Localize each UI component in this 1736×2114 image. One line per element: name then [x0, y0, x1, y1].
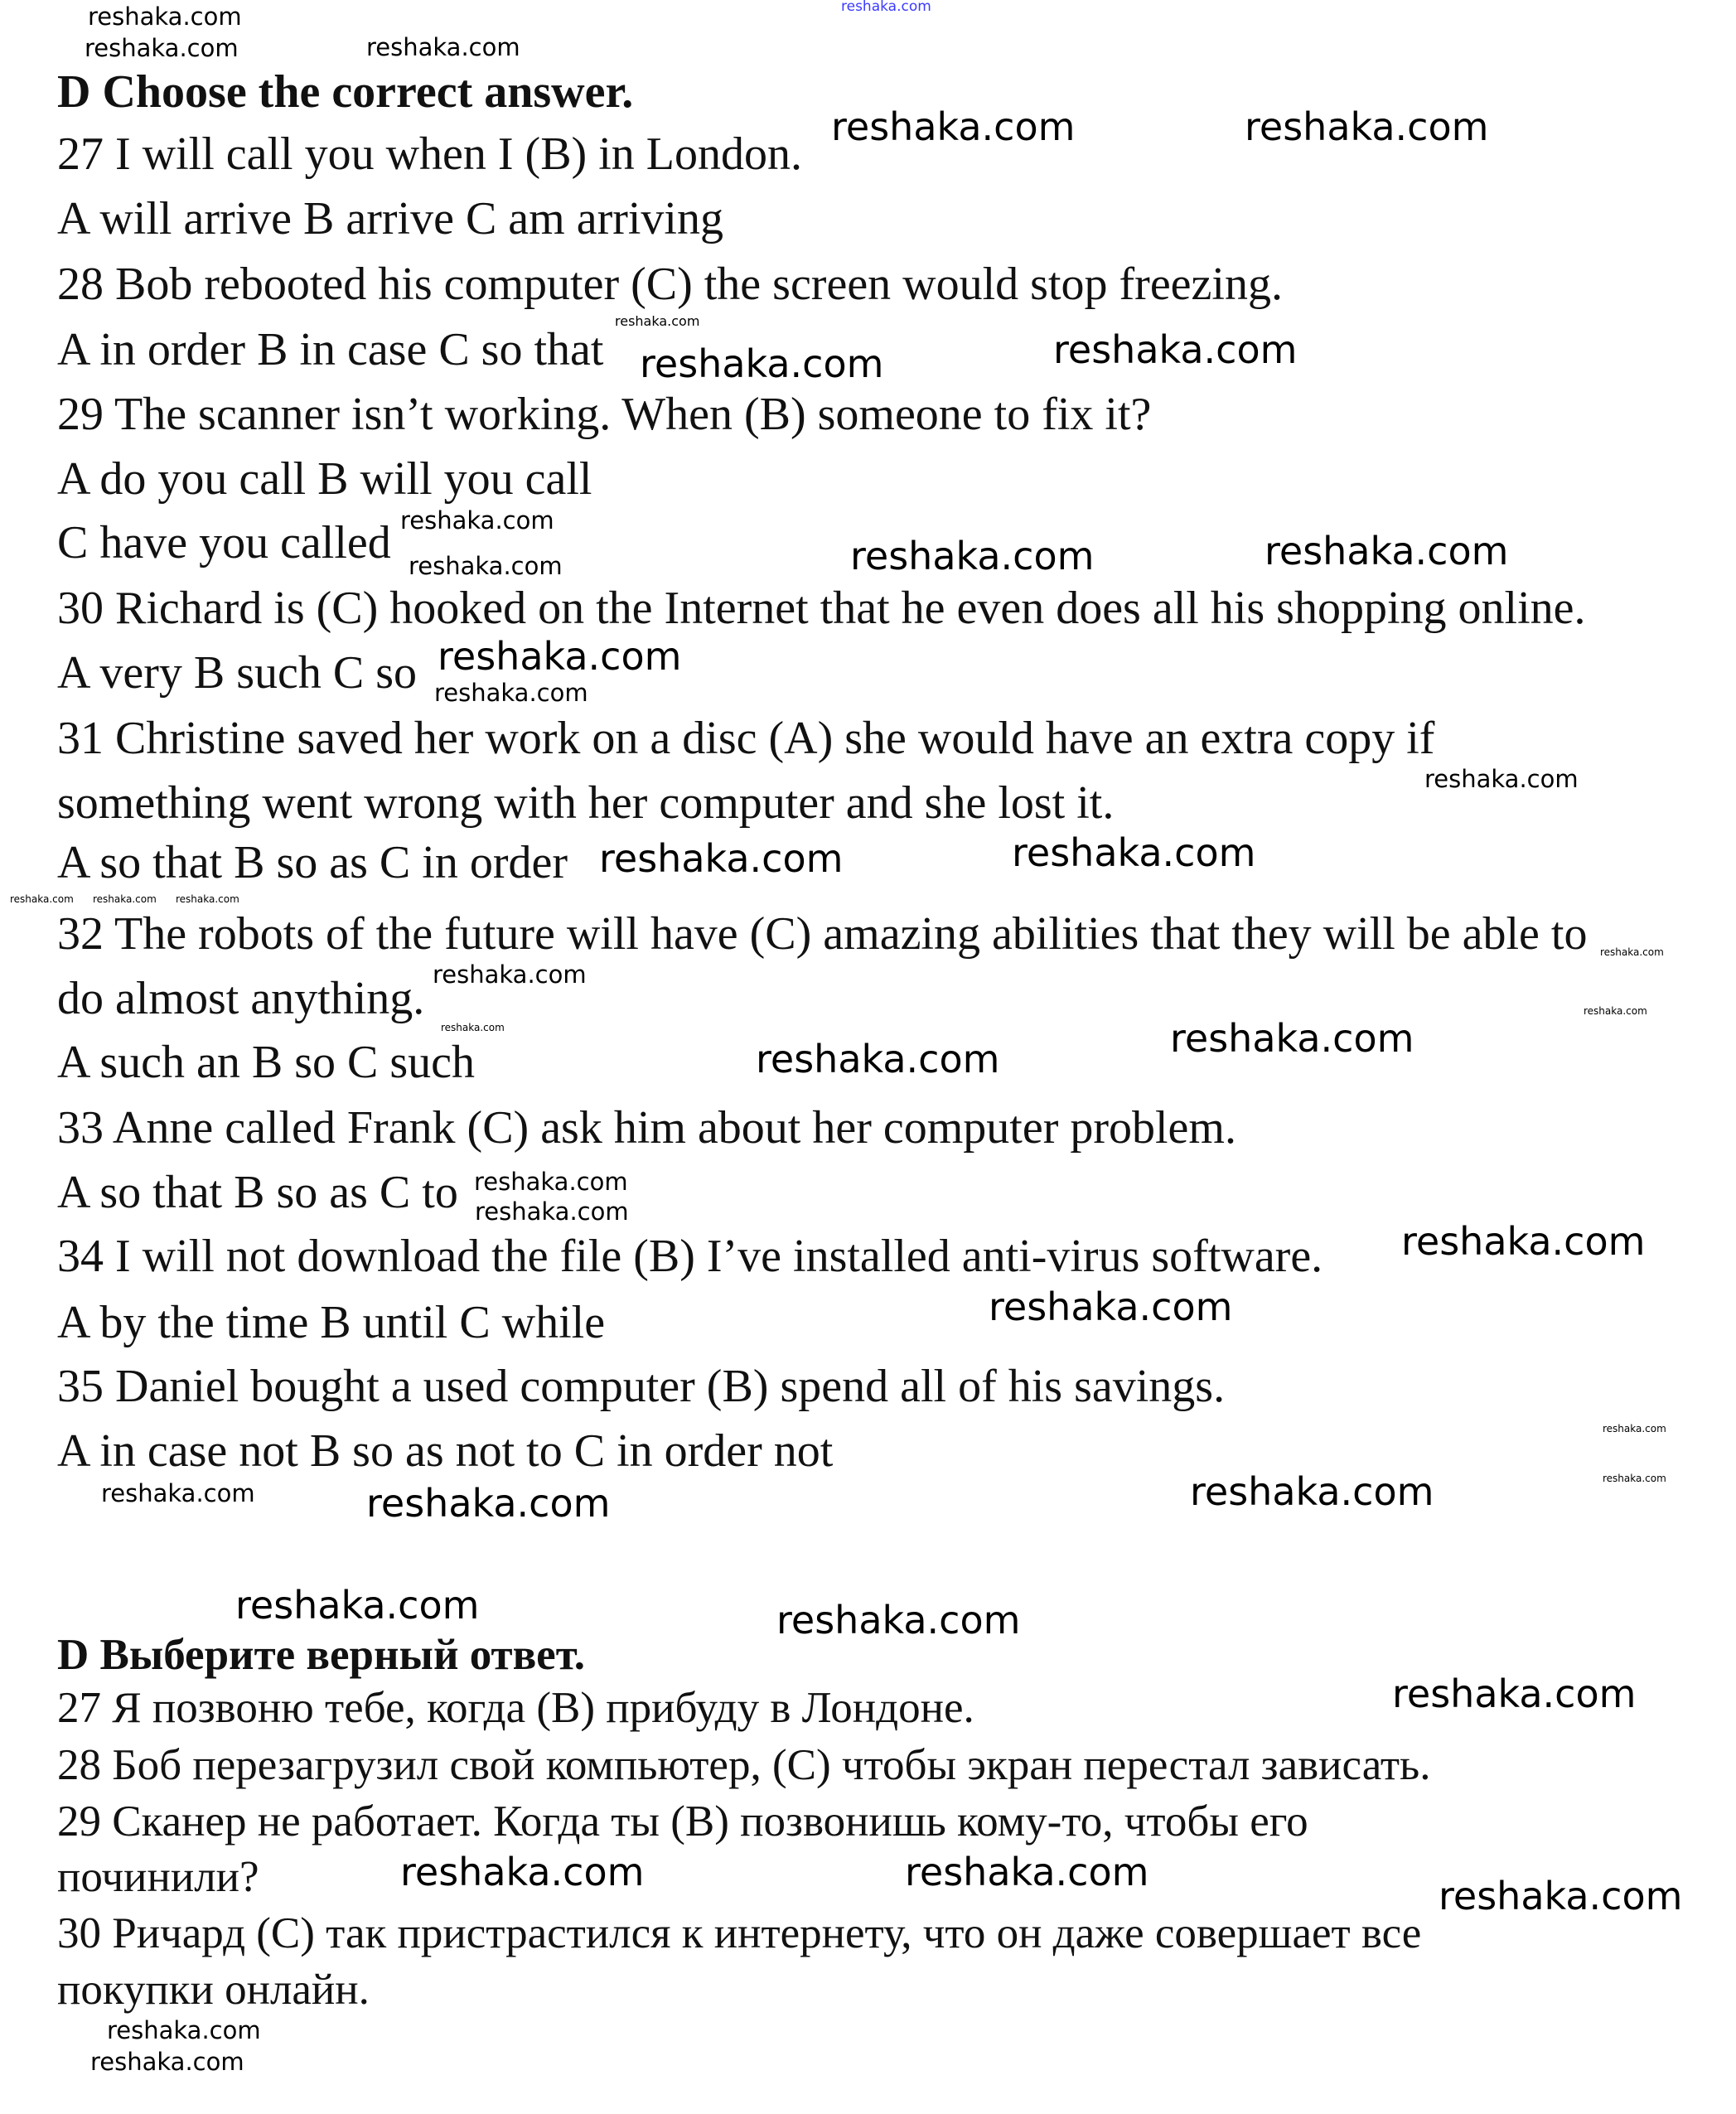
question-line: 32 The robots of the future will have (C) amazing abilities that they will be able to [57, 908, 1588, 960]
english-heading: D Choose the correct answer. [57, 66, 634, 118]
question-line: 28 Bob rebooted his computer (C) the screen would stop freezing. [57, 259, 1283, 310]
translation-line: покупки онлайн. [57, 1966, 370, 2014]
question-line: 33 Anne called Frank (C) ask him about her computer problem. [57, 1102, 1236, 1154]
watermark-text: reshaka.com [1053, 327, 1298, 372]
translation-line: 30 Ричард (C) так пристрастился к интернету, что он даже совершает все [57, 1909, 1422, 1957]
watermark-text: reshaka.com [1584, 1005, 1647, 1017]
watermark-text: reshaka.com [409, 552, 563, 580]
question-line: A very B such C so [57, 647, 417, 699]
watermark-text: reshaka.com [1190, 1469, 1434, 1514]
watermark-text: reshaka.com [1012, 830, 1256, 875]
watermark-text: reshaka.com [1170, 1016, 1414, 1061]
watermark-text: reshaka.com [599, 836, 844, 881]
watermark-text: reshaka.com [176, 893, 239, 905]
watermark-text: reshaka.com [366, 1481, 611, 1526]
watermark-text: reshaka.com [1245, 104, 1489, 149]
watermark-text: reshaka.com [850, 534, 1095, 578]
question-line: A do you call B will you call [57, 453, 592, 505]
watermark-text: reshaka.com [989, 1284, 1233, 1329]
watermark-text: reshaka.com [756, 1037, 1000, 1081]
question-line: A by the time B until C while [57, 1297, 606, 1348]
question-line: A such an B so C such [57, 1037, 475, 1088]
question-line: 27 I will call you when I (B) in London. [57, 128, 802, 180]
question-line: C have you called [57, 517, 391, 568]
watermark-text: reshaka.com [438, 634, 682, 679]
watermark-text: reshaka.com [1439, 1874, 1683, 1918]
watermark-text: reshaka.com [433, 960, 587, 989]
watermark-text: reshaka.com [1401, 1219, 1646, 1264]
watermark-text: reshaka.com [85, 34, 239, 62]
translation-line: 28 Боб перезагрузил свой компьютер, (C) чтобы экран перестал зависать. [57, 1741, 1431, 1789]
watermark-text: reshaka.com [366, 33, 520, 61]
watermark-text: reshaka.com [640, 341, 884, 386]
watermark-text: reshaka.com [1392, 1671, 1637, 1716]
question-line: 31 Christine saved her work on a disc (A) she would have an extra copy if [57, 713, 1435, 764]
question-line: something went wrong with her computer and she lost it. [57, 777, 1115, 829]
watermark-text: reshaka.com [441, 1022, 505, 1033]
watermark-text: reshaka.com [1265, 529, 1509, 573]
watermark-text: reshaka.com [90, 2048, 244, 2076]
watermark-text: reshaka.com [1600, 946, 1664, 958]
watermark-text: reshaka.com [831, 104, 1076, 149]
watermark-text: reshaka.com [615, 313, 700, 329]
watermark-text: reshaka.com [400, 1850, 645, 1894]
russian-heading: D Выберите верный ответ. [57, 1631, 586, 1679]
translation-line: 27 Я позвоню тебе, когда (B) прибуду в Лондоне. [57, 1684, 974, 1732]
question-line: A in case not B so as not to C in order not [57, 1425, 834, 1477]
watermark-text: reshaka.com [475, 1197, 629, 1226]
question-line: A in order B in case C so that [57, 324, 604, 375]
watermark-text: reshaka.com [107, 2016, 261, 2044]
watermark-text: reshaka.com [93, 893, 157, 905]
watermark-text: reshaka.com [1424, 765, 1579, 793]
question-line: do almost anything. [57, 973, 425, 1024]
watermark-text: reshaka.com [235, 1583, 480, 1628]
watermark-text: reshaka.com [10, 893, 74, 905]
translation-line: 29 Сканер не работает. Когда ты (B) позвонишь кому-то, чтобы его [57, 1797, 1308, 1846]
question-line: 34 I will not download the file (B) I’ve installed anti-virus software. [57, 1231, 1323, 1282]
translation-line: починили? [57, 1853, 259, 1901]
question-line: A so that B so as C to [57, 1167, 458, 1218]
watermark-text: reshaka.com [776, 1598, 1021, 1642]
watermark-text: reshaka.com [101, 1479, 255, 1507]
question-line: A will arrive B arrive C am arriving [57, 193, 723, 244]
watermark-text: reshaka.com [1603, 1473, 1666, 1484]
question-line: 35 Daniel bought a used computer (B) spend all of his savings. [57, 1361, 1226, 1412]
watermark-text: reshaka.com [905, 1850, 1149, 1894]
question-line: 29 The scanner isn’t working. When (B) someone to fix it? [57, 389, 1152, 440]
watermark-text: reshaka.com [400, 506, 554, 535]
watermark-text: reshaka.com [1603, 1423, 1666, 1434]
watermark-text: reshaka.com [434, 679, 588, 707]
watermark-text: reshaka.com [88, 2, 242, 31]
watermark-text: reshaka.com [841, 0, 931, 15]
watermark-text: reshaka.com [474, 1168, 628, 1196]
question-line: A so that B so as C in order [57, 837, 568, 888]
question-line: 30 Richard is (C) hooked on the Internet that he even does all his shopping online. [57, 583, 1586, 634]
